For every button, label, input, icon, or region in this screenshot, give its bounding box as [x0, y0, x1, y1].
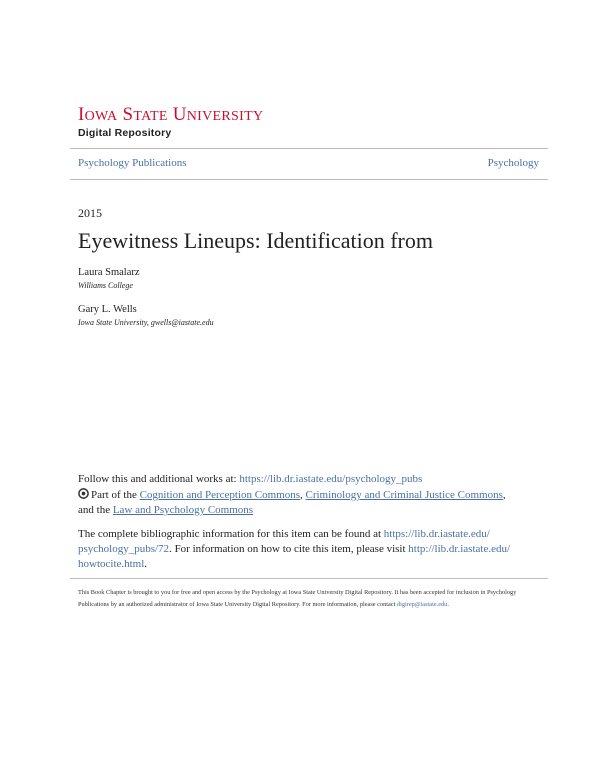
cite-prefix: The complete bibliographic information for this item can be found at	[78, 528, 384, 540]
logo-university-name	[78, 106, 263, 126]
author-affiliation: Williams College	[78, 281, 133, 290]
psychology-link[interactable]: Psychology	[487, 157, 539, 169]
publication-title: Eyewitness Lineups: Identification from	[78, 228, 433, 253]
author-name: Laura Smalarz	[78, 267, 140, 278]
footer-text: This Book Chapter is brought to you for free and open access by the Psychology at Iowa State University Digital Repository. It has been accepted for inclusion in Psychology Publications by an authorized administrator of Iowa State University Digital Repository. For more information, please contact	[78, 589, 517, 608]
cite-middle: . For information on how to cite this item, please visit	[169, 543, 409, 555]
how-to-cite-link[interactable]: http://lib.dr.iastate.edu/ howtocite.html	[78, 543, 511, 570]
follow-works-link[interactable]: https://lib.dr.iastate.edu/psychology_pubs	[239, 473, 423, 485]
logo-initial-u: U	[172, 104, 187, 125]
nav-top-divider	[70, 148, 548, 149]
contact-email-link[interactable]: digirep@iastate.edu	[396, 600, 448, 608]
publication-year: 2015	[78, 206, 102, 220]
trailing-comma: ,	[502, 489, 506, 501]
criminology-commons-link[interactable]: Criminology and Criminal Justice Commons	[305, 489, 503, 501]
footer-divider	[70, 578, 548, 579]
comma-separator: ,	[300, 489, 306, 501]
logo-word-niversity: NIVERSITY	[186, 109, 264, 124]
logo-initial-i: I	[78, 104, 85, 125]
repository-footer	[78, 587, 540, 610]
nav-bottom-divider	[70, 179, 548, 180]
logo-word-owa: OWA	[84, 109, 118, 124]
footer-end: .	[447, 600, 449, 608]
follow-prefix: Follow this and additional works at:	[78, 473, 240, 485]
cite-end: .	[144, 558, 148, 570]
logo-initial-s: S	[122, 104, 134, 125]
logo-repository-name: Digital Repository	[78, 127, 172, 139]
psychology-publications-link[interactable]: Psychology Publications	[78, 157, 187, 169]
law-psychology-commons-link[interactable]: Law and Psychology Commons	[112, 504, 254, 516]
part-of-prefix: Part of the	[91, 489, 140, 501]
citation-info	[78, 527, 538, 572]
item-citation-link[interactable]: https://lib.dr.iastate.edu/ psychology_pubs/72	[78, 528, 490, 555]
cognition-perception-commons-link[interactable]: Cognition and Perception Commons	[139, 489, 300, 501]
author-affiliation: Iowa State University, gwells@iastate.edu	[78, 318, 214, 327]
part-of-commons	[78, 488, 538, 518]
logo-word-tate: TATE	[133, 109, 168, 124]
and-the-text: and the	[78, 504, 113, 516]
university-logo	[78, 106, 263, 139]
author-name: Gary L. Wells	[78, 304, 137, 315]
follow-works-line	[78, 472, 538, 487]
network-pin-icon	[78, 488, 89, 499]
